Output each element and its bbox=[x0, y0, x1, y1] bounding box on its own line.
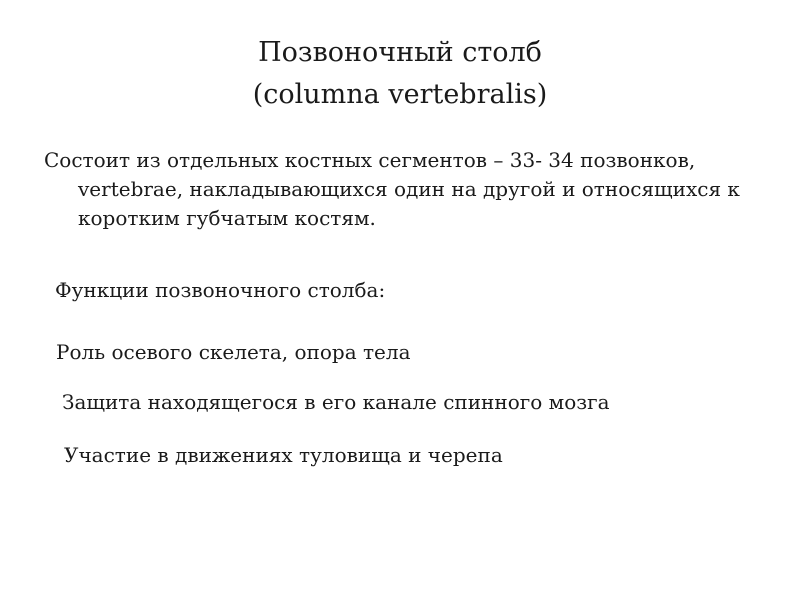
functions-heading: Функции позвоночного столба: bbox=[55, 278, 386, 302]
slide-title bbox=[0, 32, 800, 116]
function-item: Защита находящегося в его канале спинного мозга bbox=[62, 390, 610, 414]
title-line-1: Позвоночный столб bbox=[258, 37, 542, 68]
title-line-2: (columna vertebralis) bbox=[252, 79, 548, 110]
function-item: Роль осевого скелета, опора тела bbox=[56, 340, 411, 364]
description-text: Состоит из отдельных костных сегментов – 33- 34 позвонков, vertebrae, накладывающихся один на другой и относящихся к коротким губчатым костям. bbox=[44, 148, 740, 230]
function-item: Участие в движениях туловища и черепа bbox=[64, 443, 503, 467]
